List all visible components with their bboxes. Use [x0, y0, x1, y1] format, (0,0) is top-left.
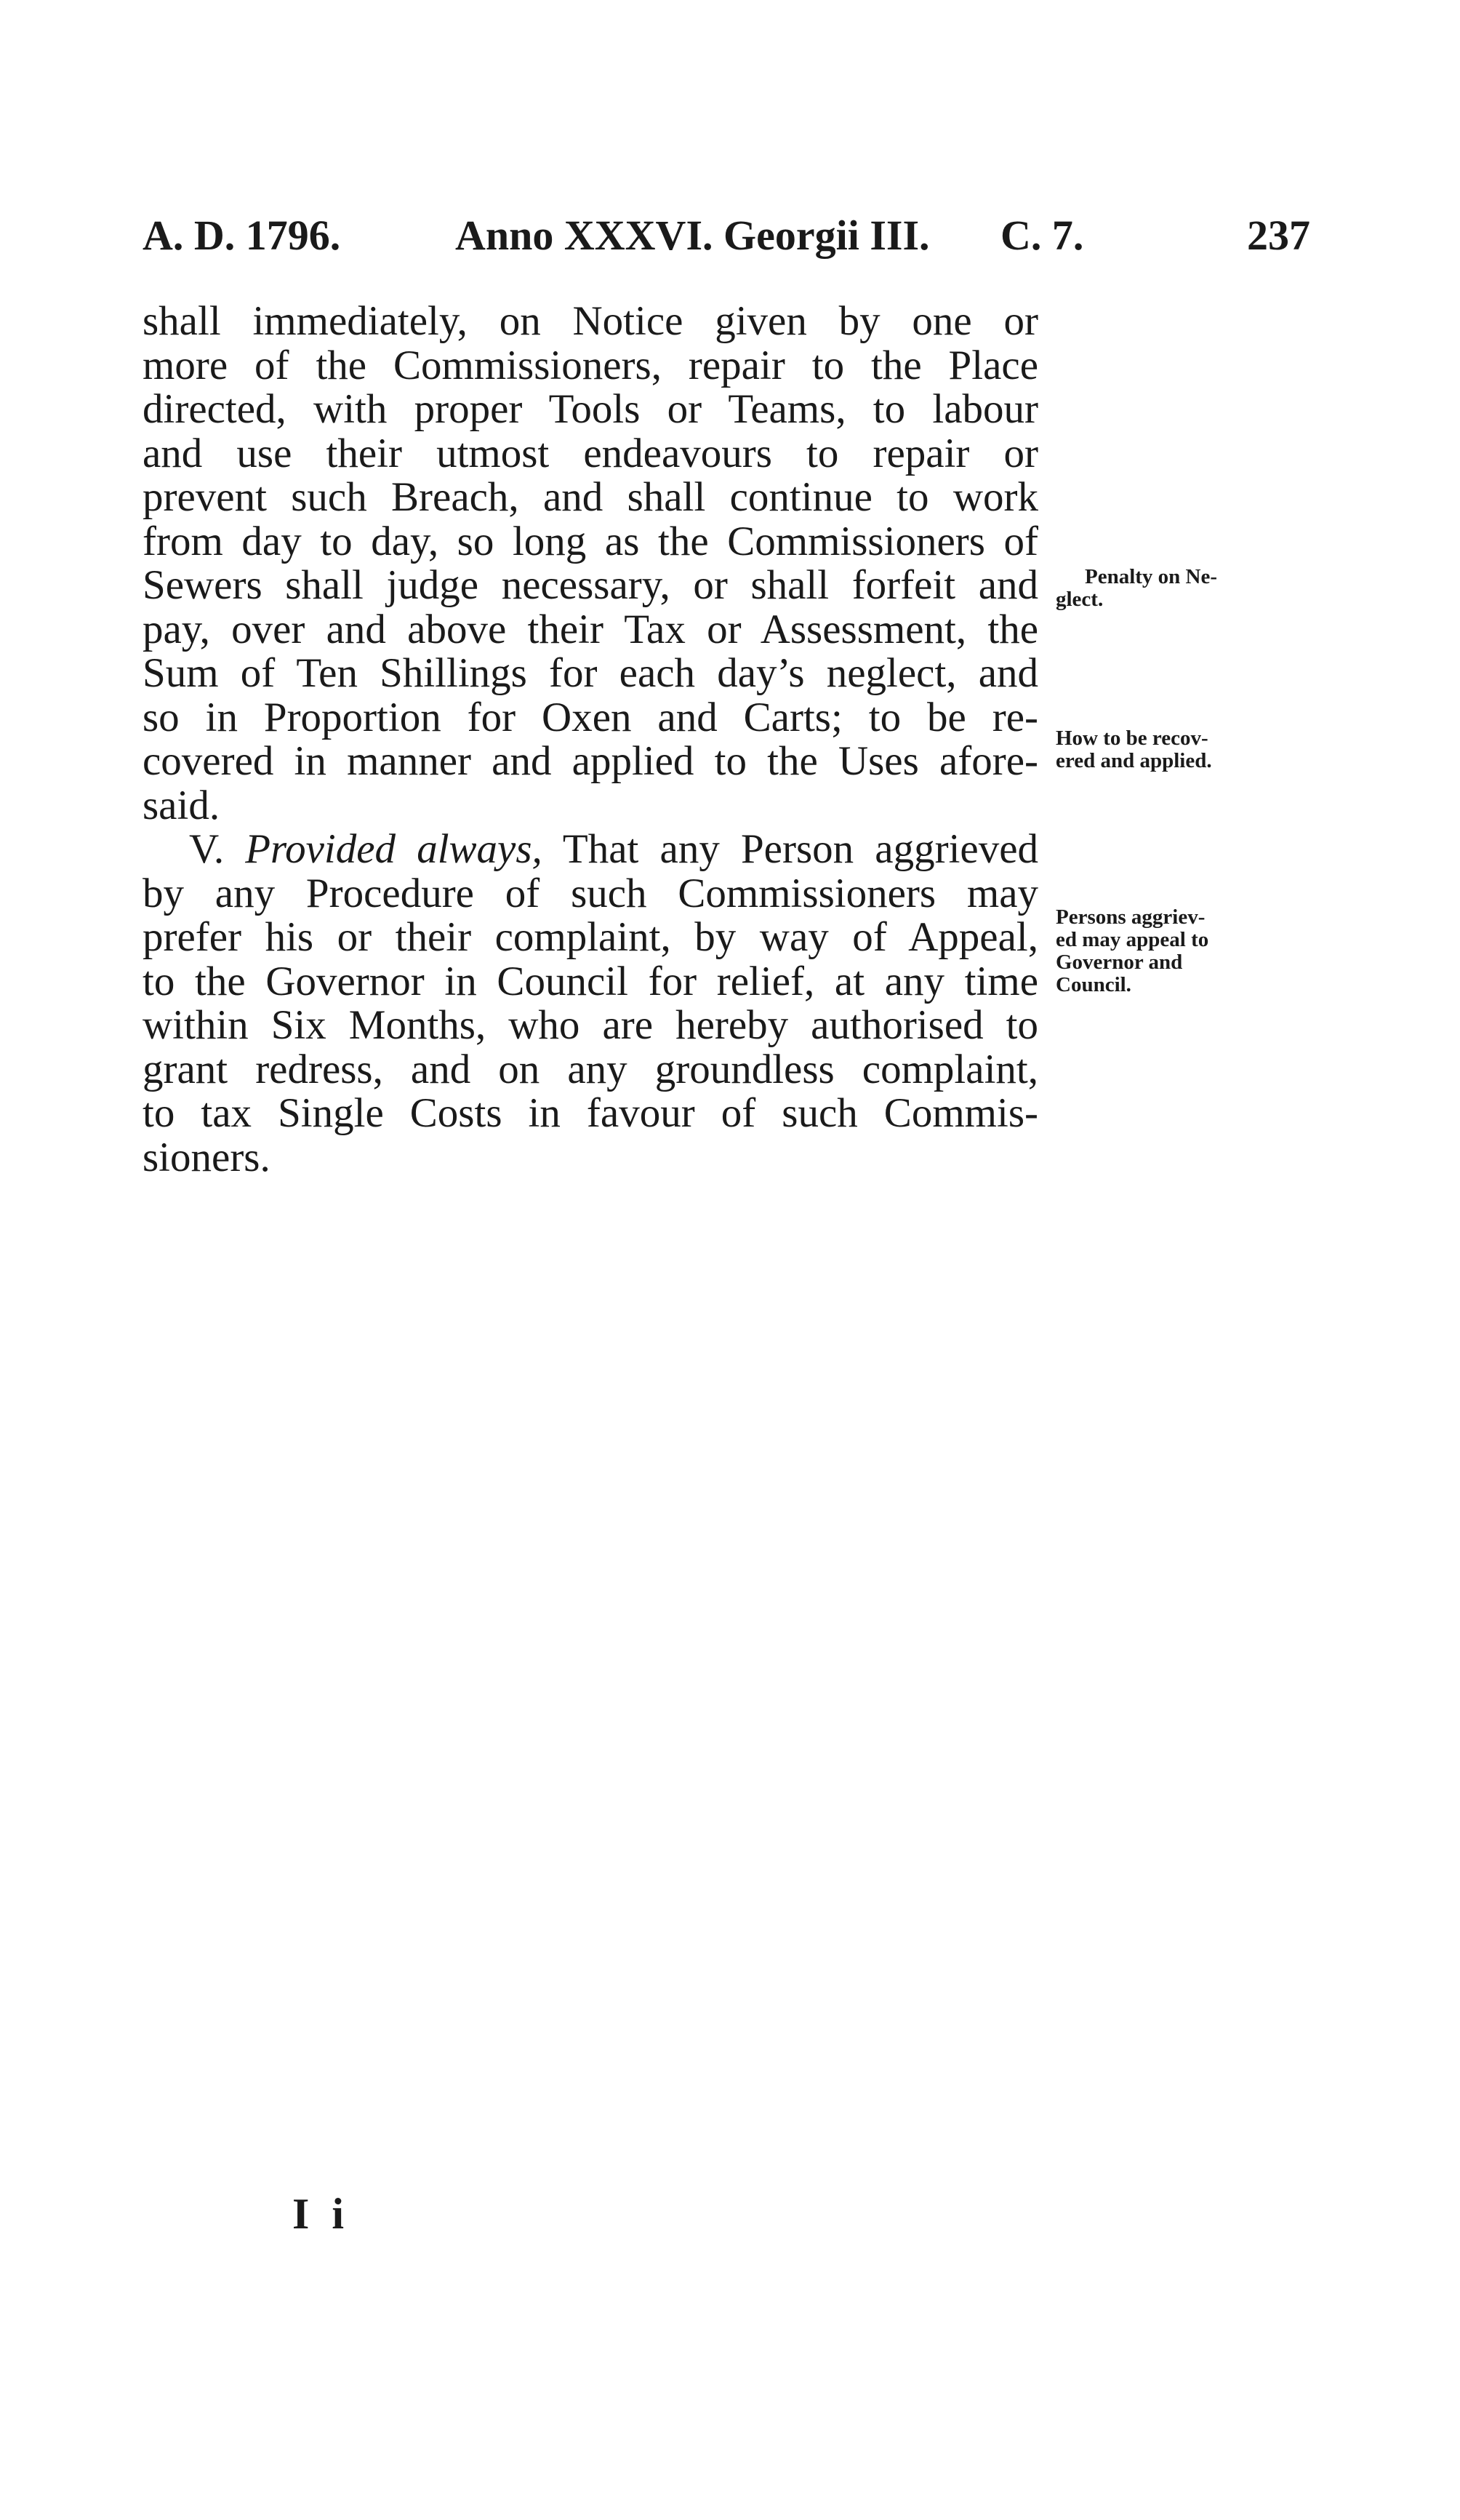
- text-line: prefer his or their complaint, by way of Appeal,: [143, 914, 1038, 960]
- section-v-first-line: [143, 828, 1038, 872]
- margin-note-penalty: [1056, 566, 1310, 611]
- text-line: Sewers shall judge necessary, or shall forfeit and: [143, 562, 1038, 608]
- margin-note-line: ered and applied.: [1056, 749, 1212, 772]
- main-text: [143, 300, 1038, 1180]
- signature-mark: I i: [292, 2190, 350, 2238]
- text-line: by any Procedure of such Commissioners may: [143, 870, 1038, 916]
- text-line: said.: [143, 782, 220, 828]
- text-line: to the Governor in Council for relief, at any time: [143, 958, 1038, 1004]
- header-chapter: C. 7.: [1000, 212, 1084, 259]
- section-first-line-rest: That any Person aggrieved: [562, 826, 1038, 872]
- section-numeral: V.: [189, 826, 225, 872]
- header-title: Anno XXXVI. Georgii III.: [455, 212, 930, 259]
- margin-note-line: How to be recov-: [1056, 727, 1208, 750]
- text-line: grant redress, and on any groundless complaint,: [143, 1046, 1038, 1092]
- text-line: directed, with proper Tools or Teams, to labour: [143, 386, 1038, 432]
- text-line: sioners.: [143, 1134, 270, 1180]
- margin-note-line: glect.: [1056, 588, 1104, 611]
- margin-note-recovery: [1056, 727, 1310, 772]
- margin-note-line: Persons aggriev-: [1056, 905, 1206, 929]
- text-line: so in Proportion for Oxen and Carts; to be re-: [143, 694, 1038, 740]
- margin-note-line: Penalty on Ne-: [1085, 565, 1218, 588]
- text-line: to tax Single Costs in favour of such Commis-: [143, 1090, 1038, 1136]
- text-line: Sum of Ten Shillings for each day’s neglect, and: [143, 650, 1038, 696]
- text-line: within Six Months, who are hereby authorised to: [143, 1002, 1038, 1048]
- text-line: from day to day, so long as the Commissioners of: [143, 518, 1038, 564]
- text-line: pay, over and above their Tax or Assessment, the: [143, 606, 1038, 652]
- section-italic-phrase: Provided always,: [245, 826, 542, 872]
- text-line: prevent such Breach, and shall continue to work: [143, 474, 1038, 520]
- text-line: covered in manner and applied to the Uses afore-: [143, 738, 1038, 784]
- margin-note-appeal: [1056, 906, 1310, 996]
- text-line: shall immediately, on Notice given by one or: [143, 298, 1038, 344]
- margin-note-line: ed may appeal to: [1056, 928, 1209, 951]
- text-line: and use their utmost endeavours to repair or: [143, 430, 1038, 476]
- margin-note-line: Council.: [1056, 973, 1131, 996]
- header-year: A. D. 1796.: [143, 212, 341, 259]
- text-line: more of the Commissioners, repair to the Place: [143, 342, 1038, 388]
- margin-note-line: Governor and: [1056, 951, 1183, 974]
- page-number: 237: [1247, 212, 1310, 259]
- running-header: [143, 207, 1310, 265]
